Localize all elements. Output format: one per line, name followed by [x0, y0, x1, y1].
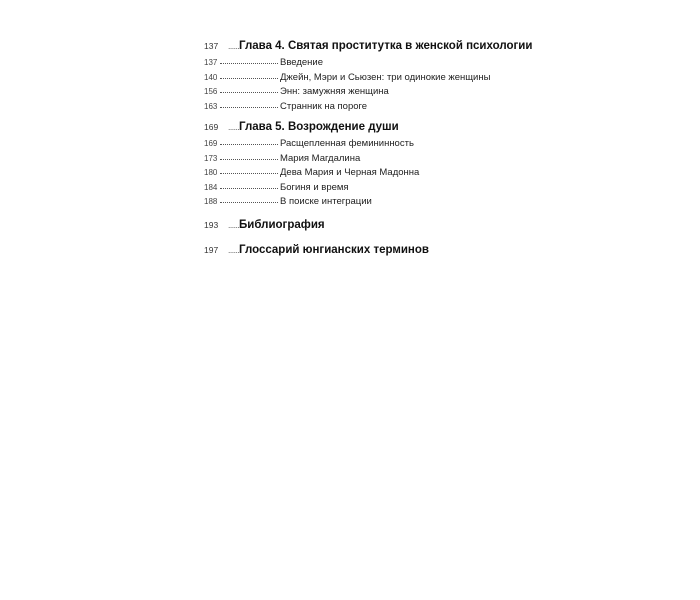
chapter-title: Глава 5. Возрождение души: [239, 121, 399, 133]
entry-leader-dots: [220, 201, 278, 203]
entry-page-number: 140: [204, 72, 218, 82]
entry-leader-dots: [220, 143, 278, 145]
entry-page-number: 173: [204, 153, 218, 163]
toc-glossary: [204, 244, 504, 261]
chapter-title: Глоссарий юнгианских терминов: [239, 243, 429, 256]
toc-bibliography: [204, 219, 504, 236]
toc-entry[interactable]: [204, 167, 504, 182]
entry-title: Введение: [280, 57, 324, 68]
toc-entry[interactable]: [204, 101, 504, 116]
chapter-leader-dots: ......: [228, 41, 240, 51]
entry-page-number: 188: [204, 197, 218, 206]
entry-title: Джейн, Мэри и Сьюзен: три одинокие женщины: [280, 71, 491, 83]
entry-leader-dots: [220, 62, 278, 64]
chapter-title: Библиография: [239, 218, 325, 231]
entry-page-number: 180: [204, 168, 218, 177]
entry-page-number: 137: [204, 58, 218, 67]
table-of-contents: [204, 40, 533, 261]
entry-leader-dots: [220, 77, 278, 79]
entry-title: Мария Магдалина: [280, 152, 361, 164]
entry-leader-dots: [220, 91, 278, 93]
chapter-leader-dots: ......: [228, 244, 240, 255]
toc-chapter-4: [204, 40, 533, 115]
entry-title: Энн: замужняя женщина: [280, 86, 389, 97]
toc-entry[interactable]: [204, 57, 504, 72]
toc-entry[interactable]: [204, 86, 504, 101]
entry-title: Расщепленная фемининность: [280, 138, 414, 149]
entry-title: Странник на пороге: [280, 100, 368, 112]
chapter-title: Глава 4. Святая проститутка в женской психологии: [239, 40, 533, 52]
toc-entry[interactable]: [204, 153, 504, 168]
chapter-heading[interactable]: [204, 40, 533, 57]
entry-leader-dots: [220, 158, 278, 160]
toc-entry[interactable]: [204, 196, 504, 211]
spacer: [204, 236, 504, 244]
toc-entry[interactable]: [204, 138, 504, 153]
entry-leader-dots: [220, 106, 278, 108]
chapter-page-number: 197: [204, 244, 219, 255]
entry-page-number: 163: [204, 101, 218, 111]
entry-title: Дева Мария и Черная Мадонна: [280, 167, 420, 178]
spacer: [204, 211, 504, 219]
chapter-heading[interactable]: [204, 244, 504, 261]
chapter-page-number: 169: [204, 122, 219, 132]
toc-entry[interactable]: [204, 182, 504, 197]
chapter-leader-dots: ......: [228, 219, 240, 230]
chapter-heading[interactable]: [204, 121, 504, 138]
entry-leader-dots: [220, 172, 278, 174]
chapter-heading[interactable]: [204, 219, 504, 236]
entry-leader-dots: [220, 187, 278, 189]
chapter-page-number: 137: [204, 41, 219, 51]
chapter-leader-dots: ......: [228, 122, 240, 132]
toc-chapter-5: [204, 121, 504, 211]
entry-page-number: 169: [204, 139, 218, 148]
chapter-page-number: 193: [204, 219, 219, 230]
entry-page-number: 184: [204, 182, 218, 192]
entry-page-number: 156: [204, 87, 218, 96]
entry-title: В поиске интеграции: [280, 196, 372, 207]
entry-title: Богиня и время: [280, 181, 349, 193]
toc-entry[interactable]: [204, 72, 504, 87]
